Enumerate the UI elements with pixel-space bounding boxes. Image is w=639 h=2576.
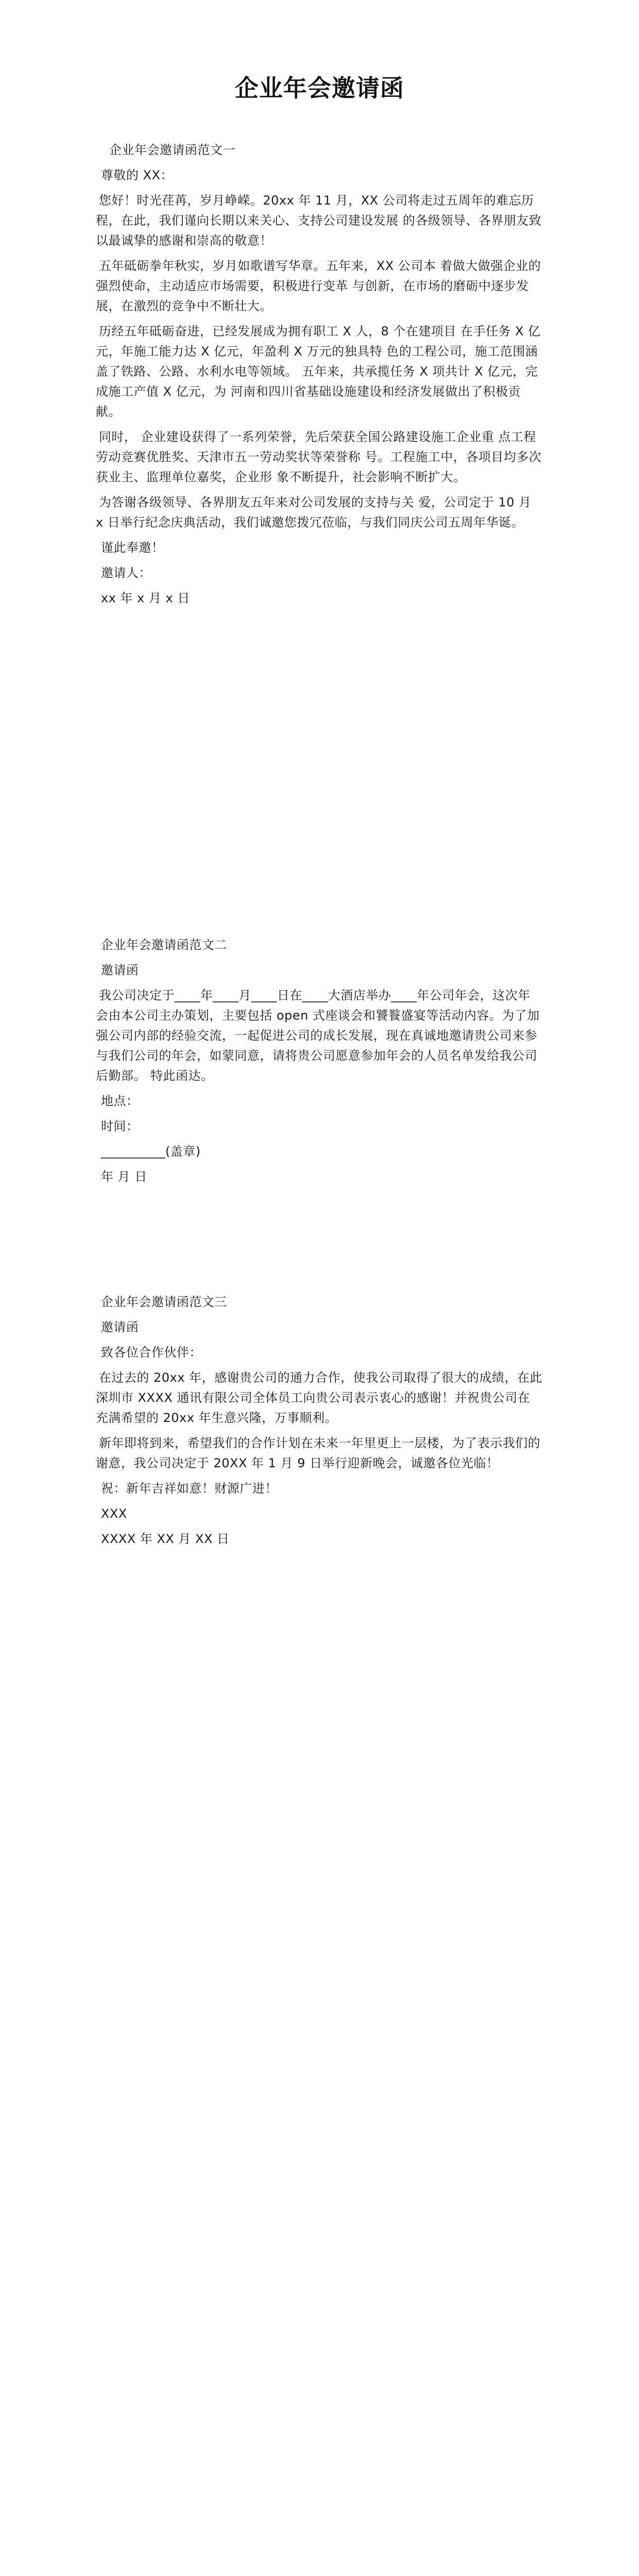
sample-three-sender: XXX [101,1506,127,1521]
sample-one-inviter: 邀请人： [101,566,151,580]
sample-one-paragraph-3: 历经五年砥砺奋进，已经发展成为拥有职工 X 人，8 个在建项目 在手任务 X 亿元，年施工能力达 X 亿元，年盈利 X 万元的独具特 色的工程公司，施工范围涵盖了铁路、公路、水利水电等领域。 五年来，共承揽任务 X 项共计 X 亿元，完成施工产值 X 亿元，为 河南和四川省基础设施建设和经济发展做出了积极贡献。 [96,324,541,419]
sample-one-paragraph-5: 为答谢各级领导、各界朋友五年来对公司发展的支持与关 爱，公司定于 10 月 x 日举行纪念庆典活动，我们诚邀您拨冗莅临，与我们同庆公司五周年华诞。 [96,495,531,530]
document-title: 企业年会邀请函 [235,74,404,102]
sample-one-paragraph-2: 五年砥砺拳年秋实，岁月如歌谱写华章。五年来，XX 公司本 着做大做强企业的强烈使命，主动适应市场需要，积极进行变革 与创新，在市场的磨砺中逐步发展，在激烈的竞争中不断壮大。 [96,259,541,313]
sample-three [96,1292,543,1554]
sample-three-date: XXXX 年 XX 月 XX 日 [101,1532,230,1546]
sample-two-paragraph-1: 我公司决定于____年____月____日在____大酒店举办____年公司年会，这次年会由本公司主办策划，主要包括 open 式座谈会和饕餮盛宴等活动内容。为了加强公司内部的经验交流，一起促进公司的成长发展，现在真诚地邀请贵公司来参与我们公司的年会，如蒙同意，请将贵公司愿意参加年会的人员名单发给我公司后勤部。 特此函达。 [96,988,540,1083]
sample-three-salutation: 致各位合作伙伴： [101,1345,202,1360]
sample-two-seal: __________(盖章) [101,1144,201,1159]
sample-one-paragraph-1: 您好！时光荏苒，岁月峥嵘。20xx 年 11 月，XX 公司将走过五周年的难忘历程，在此，我们谨向长期以来关心、支持公司建设发展 的各级领导、各界朋友致以最诚挚的感谢和崇高的敬意！ [96,193,542,248]
sample-one-salutation: 尊敬的 XX： [101,168,174,182]
sample-one [96,140,543,614]
sample-two-title: 邀请函 [101,963,139,977]
sample-three-heading: 企业年会邀请函范文三 [101,1295,227,1309]
sample-one-heading: 企业年会邀请函范文一 [109,143,235,157]
sample-two [96,935,543,1192]
sample-three-paragraph-2: 新年即将到来，希望我们的合作计划在未来一年里更上一层楼，为了表示我们的谢意，我公司决定于 20XX 年 1 月 9 日举行迎新晚会，诚邀各位光临！ [96,1436,541,1470]
sample-two-time: 时间： [101,1119,139,1133]
sample-two-date: 年 月 日 [101,1170,147,1184]
sample-one-date: xx 年 x 月 x 日 [101,591,190,605]
sample-three-wish: 祝：新年吉祥如意！财源广进！ [101,1481,278,1496]
sample-three-title: 邀请函 [101,1320,139,1334]
sample-one-closing: 谨此奉邀！ [101,540,164,555]
sample-three-paragraph-1: 在过去的 20xx 年，感谢贵公司的通力合作，使我公司取得了很大的成绩，在此深圳市 XXXX 通讯有限公司全体员工向贵公司表示衷心的感谢！并祝贵公司在充满希望的 20xx 年生意兴隆，万事顺利。 [96,1370,543,1425]
sample-two-heading: 企业年会邀请函范文二 [101,938,227,952]
sample-one-paragraph-4: 同时， 企业建设获得了一系列荣誉，先后荣获全国公路建设施工企业重 点工程劳动竞赛优胜奖、天津市五一劳动奖状等荣誉称 号。工程施工中，各项目均多次获业主、监理单位嘉奖，企业形 象不断提升，社会影响不断扩大。 [96,430,542,484]
sample-two-place: 地点： [101,1094,139,1108]
